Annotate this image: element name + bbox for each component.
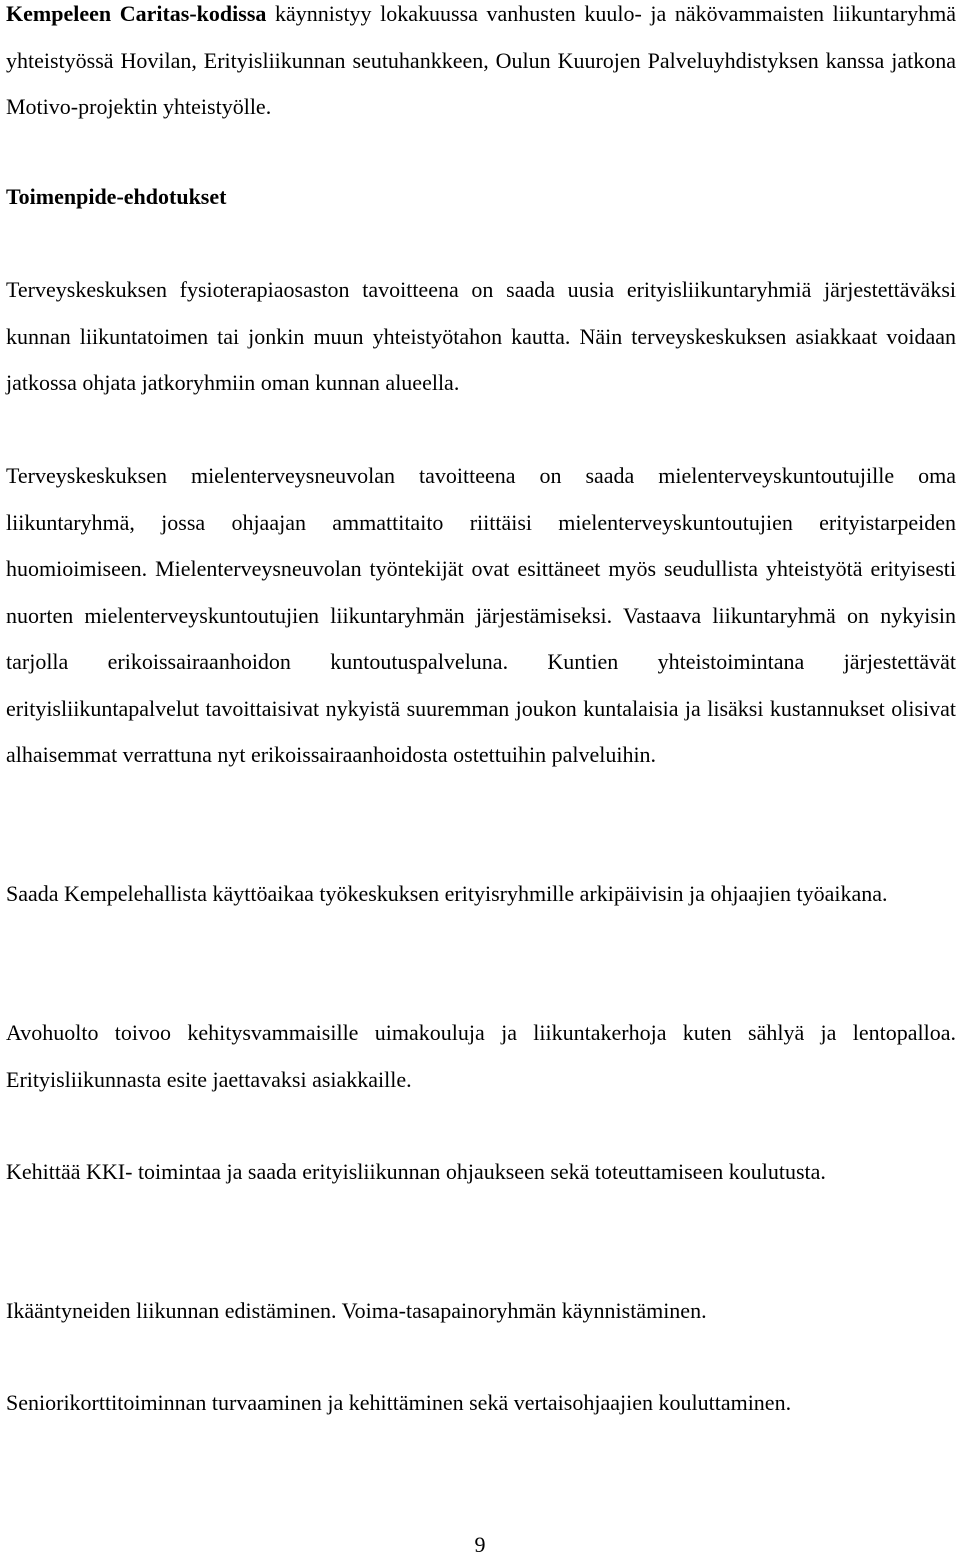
- paragraph-kempelehalli: Saada Kempelehallista käyttöaikaa työkeskuksen erityisryhmille arkipäivisin ja ohjaajien työaikana.: [6, 881, 888, 906]
- paragraph-lead-bold: Kempeleen Caritas-kodissa: [6, 1, 267, 26]
- paragraph-seniorikortti: Seniorikorttitoiminnan turvaaminen ja kehittäminen sekä vertaisohjaajien kouluttaminen.: [6, 1390, 792, 1415]
- paragraph-text: käynnistyy lokakuussa vanhusten kuulo- ja näkövammaisten liikuntaryhmä yhteistyössä Hovilan, Erityisliikunnan seutuhankkeen, Oulun Kuurojen Palveluyhdistyksen kanssa jatkona Motivo-projektin yhteistyölle.: [6, 1, 957, 119]
- paragraph-avohuolto: Avohuolto toivoo kehitysvammaisille uimakouluja ja liikuntakerhoja kuten sählyä ja lentopalloa. Erityisliikunnasta esite jaettavaksi asiakkaille.: [6, 1020, 956, 1092]
- paragraph-mielenterveys: Terveyskeskuksen mielenterveysneuvolan tavoitteena on saada mielenterveyskuntoutujille oma liikuntaryhmä, jossa ohjaajan ammattitaito riittäisi mielenterveyskuntoutujien erityistarpeiden huomioimiseen. Mielenterveysneuvolan työntekijät ovat esittäneet myös seudullista yhteistyötä erityisesti nuorten mielenterveyskuntoutujien liikuntaryhmän järjestämiseksi. Vastaava liikuntaryhmä on nykyisin tarjolla erikoissairaanhoidon kuntoutuspalveluna. Kuntien yhteistoimintana järjestettävät erityisliikuntapalvelut tavoittaisivat nykyistä suuremman joukon kuntalaisia ja lisäksi kustannukset olisivat alhaisemmat verrattuna nyt erikoissairaanhoidosta ostettuihin palveluihin.: [6, 463, 956, 767]
- paragraph-fysioterapia: Terveyskeskuksen fysioterapiaosaston tavoitteena on saada uusia erityisliikuntaryhmiä järjestettäväksi kunnan liikuntatoimen tai jonkin muun yhteistyötahon kautta. Näin terveyskeskuksen asiakkaat voidaan jatkossa ohjata jatkoryhmiin oman kunnan alueella.: [6, 277, 956, 395]
- paragraph-caritas: [6, 0, 956, 131]
- section-heading: Toimenpide-ehdotukset: [6, 184, 227, 209]
- paragraph-kki: Kehittää KKI- toimintaa ja saada erityisliikunnan ohjaukseen sekä toteuttamiseen koulutusta.: [6, 1159, 826, 1184]
- page-number: 9: [474, 1532, 486, 1557]
- paragraph-ikaantyneet: Ikääntyneiden liikunnan edistäminen. Voima-tasapainoryhmän käynnistäminen.: [6, 1298, 707, 1323]
